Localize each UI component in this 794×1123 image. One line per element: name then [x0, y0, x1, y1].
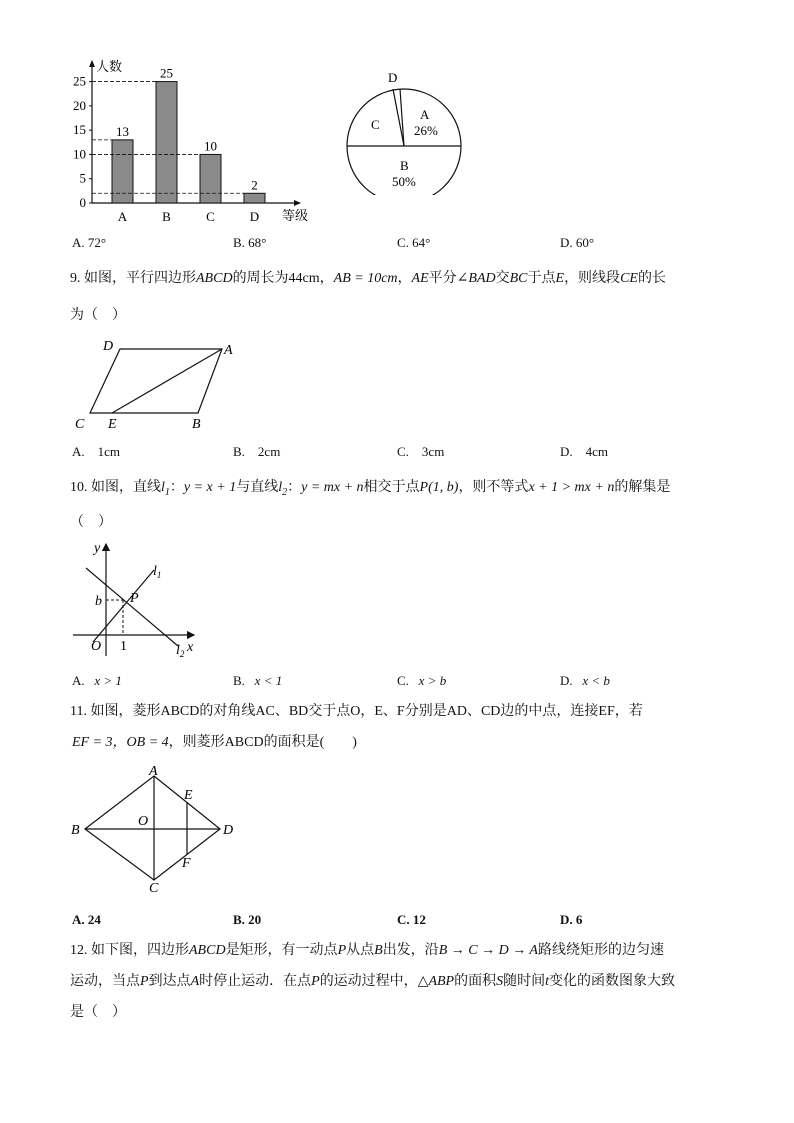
q12-math: t: [545, 974, 549, 989]
q12-math: A: [190, 974, 200, 989]
q10-label-l1-letter: l: [153, 564, 157, 579]
q12-math: △ABP: [417, 974, 455, 989]
q11-option-a[interactable]: A. 24: [72, 912, 101, 927]
q10-label-o: O: [91, 639, 102, 654]
q10-option-b-value: x < 1: [254, 673, 283, 688]
q10-label-y: y: [94, 541, 101, 556]
q9-math: ABCD: [196, 271, 233, 286]
q10-option-a-value: x > 1: [94, 673, 122, 688]
q8-option-d[interactable]: D. 60°: [560, 235, 595, 250]
pie-label-d: D: [388, 70, 398, 85]
q10-text: 与直线: [236, 480, 279, 495]
q9-text: 于点: [527, 271, 556, 286]
q9-label-b: B: [192, 417, 201, 432]
q8-option-a[interactable]: A. 72°: [72, 235, 107, 250]
q9-label-c: C: [75, 417, 85, 432]
q12-text: 的运动过程中，: [319, 974, 418, 989]
q12-stem-line2: [70, 972, 675, 992]
bar-y-tick-label: 10: [73, 146, 86, 162]
bar-b: [156, 82, 177, 203]
q12-math: B: [374, 943, 383, 958]
q12-text: 运动，当点: [70, 974, 140, 989]
q10-math: x + 1 > mx + n: [528, 480, 615, 495]
bar-chart: [70, 55, 330, 230]
bar-c: [200, 154, 221, 203]
q11-label-o: O: [138, 814, 149, 829]
q10-text: ，则不等式: [458, 480, 529, 495]
q12-math: S: [496, 974, 504, 989]
q10-option-a[interactable]: [72, 671, 122, 691]
q10-option-c-letter: C.: [397, 673, 409, 688]
pie-label-a: A: [420, 107, 430, 122]
q9-text: 交: [495, 271, 510, 286]
bar-category-label: B: [162, 209, 171, 224]
q10-label-p: P: [130, 591, 139, 606]
q9-parallelogram-figure: [70, 335, 250, 435]
bar-data-label: 2: [251, 177, 258, 193]
q9-math: AB = 10cm: [333, 271, 398, 286]
q9-stem-line1: [70, 269, 666, 289]
q10-text: 如图，直线: [91, 480, 161, 495]
q10-graph-figure: [68, 538, 208, 663]
q10-label-l1: [153, 564, 161, 580]
q9-option-b[interactable]: B. 2cm: [233, 444, 281, 459]
q10-stem-line1: [70, 478, 670, 503]
q10-text: 相交于点: [363, 480, 420, 495]
q12-math: B → C → D → A: [438, 943, 538, 958]
q10-option-d-letter: D.: [560, 673, 573, 688]
q12-text: 到达点: [148, 974, 191, 989]
q9-label-e: E: [108, 417, 117, 432]
q10-label-l2-letter: l: [176, 643, 180, 658]
pie-pct-b: 50%: [392, 174, 416, 189]
bar-category-label: C: [206, 209, 215, 224]
q11-stem-line1: 11. 如图，菱形ABCD的对角线AC、BD交于点O，E、F分别是AD、CD边的中点，连接EF，若: [70, 704, 643, 719]
bar-data-label: 13: [116, 123, 129, 139]
q9-text: 平分: [428, 271, 457, 286]
q12-text: 是矩形，有一动点: [225, 943, 338, 958]
q8-option-b[interactable]: B. 68°: [233, 235, 267, 250]
q11-math: EF = 3，OB = 4: [72, 735, 169, 750]
pie-pct-a: 26%: [414, 123, 438, 138]
bar-y-tick-label: 5: [79, 170, 86, 186]
q12-text: 的面积: [454, 974, 497, 989]
bar-x-arrow: [294, 200, 301, 206]
bar-category-label: D: [249, 209, 260, 224]
q11-label-f: F: [182, 856, 191, 871]
q12-text: 从点: [346, 943, 375, 958]
bar-y-tick-label: 20: [73, 97, 86, 113]
q10-option-d[interactable]: [560, 671, 610, 691]
q12-text: 路线绕矩形的边匀速: [538, 943, 664, 958]
q11-rhombus-figure: [68, 762, 248, 897]
q10-option-c[interactable]: [397, 671, 446, 691]
q12-text: 变化的函数图象大致: [549, 974, 675, 989]
q9-label-d: D: [103, 339, 114, 354]
q10-math: P(1, b): [419, 480, 459, 495]
q10-text: 的解集是: [614, 480, 671, 495]
q8-option-c[interactable]: C. 64°: [397, 235, 431, 250]
q10-math: y = mx + n: [301, 480, 364, 495]
bar-data-label: 25: [160, 65, 173, 81]
q9-math: ∠BAD: [456, 271, 496, 286]
q9-text: ，则线段: [564, 271, 621, 286]
q12-stem-line3: 是（ ）: [70, 1005, 126, 1020]
q12-math: P: [337, 943, 347, 958]
q9-label-a: A: [224, 343, 233, 358]
q11-label-c: C: [149, 881, 159, 896]
q12-text: 随时间: [503, 974, 546, 989]
bar-d: [244, 193, 265, 203]
bar-category-label: A: [117, 209, 128, 224]
q10-text: ：: [287, 480, 302, 495]
q9-option-a[interactable]: A. 1cm: [72, 444, 121, 459]
q10-label-l2: [176, 643, 185, 659]
bar-y-arrow: [89, 60, 95, 67]
q9-stem-line2: 为（ ）: [70, 308, 126, 323]
q10-number: 10.: [70, 480, 91, 495]
pie-label-b: B: [400, 158, 409, 173]
q9-number: 9.: [70, 271, 84, 286]
q12-math: ABCD: [189, 943, 226, 958]
q9-text: 的周长为44cm，: [232, 271, 334, 286]
q9-math: AE: [411, 271, 429, 286]
q10-math-sub: 2: [282, 486, 288, 498]
q11-option-b[interactable]: B. 20: [233, 912, 262, 927]
bar-xlabel: 等级: [282, 208, 309, 223]
q10-label-b: b: [95, 594, 102, 609]
q10-math: l: [278, 480, 283, 495]
q11-label-b: B: [71, 823, 80, 838]
q12-text: 12. 如下图，四边形: [70, 943, 189, 958]
bar-data-label: 10: [204, 138, 217, 154]
q11-option-c[interactable]: C. 12: [397, 912, 426, 927]
q12-math: P: [311, 974, 320, 989]
q10-stem-line2: （ ）: [70, 515, 112, 530]
q10-option-d-value: x < b: [582, 673, 610, 688]
q11-stem-line2: [72, 733, 357, 753]
bar-ylabel: 人数: [96, 59, 123, 74]
q10-label-l1-sub: 1: [156, 570, 162, 580]
q11-option-d[interactable]: D. 6: [560, 912, 583, 927]
q9-math: CE: [620, 271, 638, 286]
q10-math-sub: 1: [164, 486, 170, 498]
q10-math: l: [161, 480, 165, 495]
bar-y-tick-label: 25: [73, 73, 86, 89]
q11-label-d: D: [223, 823, 234, 838]
q9-text: ，: [397, 271, 412, 286]
q9-text: 如图，平行四边形: [84, 271, 196, 286]
q9-math: E: [555, 271, 565, 286]
q11-label-e: E: [184, 788, 193, 803]
q10-option-a-letter: A.: [72, 673, 85, 688]
q12-text: 出发，沿: [382, 943, 439, 958]
q10-text: ：: [169, 480, 184, 495]
q11-text: ，则菱形ABCD的面积是( ): [168, 735, 357, 750]
q11-label-a: A: [149, 764, 158, 779]
q9-text: 的长: [637, 271, 666, 286]
q9-option-c[interactable]: C. 3cm: [397, 444, 445, 459]
q9-option-d[interactable]: D. 4cm: [560, 444, 609, 459]
q10-option-b[interactable]: [233, 671, 282, 691]
pie-chart: [340, 65, 470, 195]
q10-label-x: x: [187, 640, 194, 655]
q10-option-c-value: x > b: [418, 673, 447, 688]
q12-text: 时停止运动．在点: [199, 974, 312, 989]
q10-label-one: 1: [120, 639, 127, 654]
q10-math: y = x + 1: [183, 480, 237, 495]
q10-option-b-letter: B.: [233, 673, 245, 688]
q10-label-l2-sub: 2: [179, 649, 185, 659]
q12-stem-line1: [70, 941, 664, 961]
pie-label-c: C: [371, 117, 380, 132]
q9-math: BC: [509, 271, 528, 286]
q12-math: P: [140, 974, 149, 989]
bar-y-tick-label: 15: [73, 122, 86, 138]
bar-y-tick-label: 0: [79, 195, 86, 210]
